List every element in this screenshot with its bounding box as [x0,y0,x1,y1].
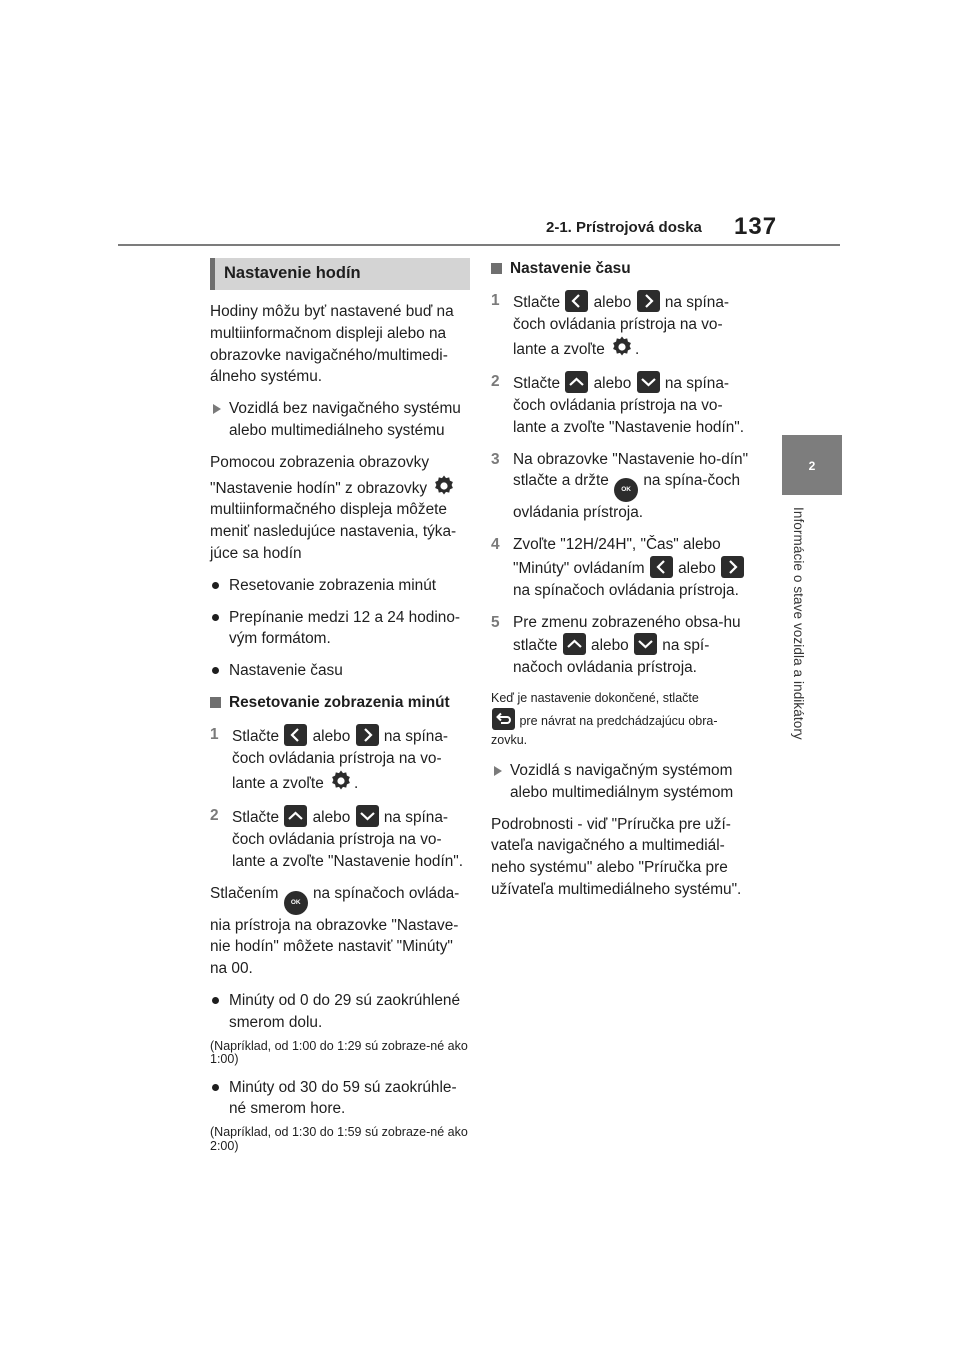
step-item: 2 Stlačte alebo na spína-čoch ovládania prístroja na vo-lante a zvoľte "Nastavenie hodín". [210,807,464,870]
chevron-down-icon [634,633,657,655]
step-item: 1 Stlačte alebo na spína-čoch ovládania prístroja na vo-lante a zvoľte . [491,291,730,359]
ok-button-icon: OK [284,891,308,915]
chevron-left-icon [650,556,673,578]
list-item: Prepínanie medzi 12 a 24 hodino-vým formátom. [210,607,470,651]
chevron-up-icon [565,371,588,393]
chevron-left-icon [284,724,307,746]
chevron-left-icon [565,290,588,312]
details-paragraph: Podrobnosti - viď "Príručka pre uží-vateľa navigačného a multimediál-neho systému" alebo "Príručka pre užívateľa multimediálneho systému". [491,815,742,898]
bullet-icon [212,582,219,589]
gear-icon [610,335,634,359]
square-marker-icon [210,697,221,708]
chapter-tab [782,435,842,495]
list-item: Nastavenie času [210,660,470,682]
bullet-icon [212,667,219,674]
completion-note: Keď je nastavenie dokončené, stlačte pre návrat na predchádzajúcu obra-zovku. [491,690,718,747]
triangle-marker-icon [213,404,221,414]
chevron-up-icon [284,805,307,827]
chevron-up-icon [563,633,586,655]
chevron-down-icon [637,371,660,393]
sub-heading-reset-minutes: Resetovanie zobrazenia minút [210,692,470,714]
left-column [210,258,470,1163]
triangle-marker-icon [494,766,502,776]
chapter-number: 2 [808,459,816,473]
page-number: 137 [734,213,778,240]
list-item: Minúty od 30 do 59 sú zaokrúhle-né smerom hore. [210,1077,470,1121]
settings-paragraph: Pomocou zobrazenia obrazovky "Nastavenie hodín" z obrazovky multiinformačného displeja môžete meniť nasledujúce nastavenia, týka-júce sa hodín [210,453,457,562]
sub-heading-set-time: Nastavenie času [491,258,753,280]
ok-reset-paragraph: Stlačením OK na spínačoch ovláda-nia prístroja na obrazovke "Nastave-nie hodín" môžete nastaviť "Minúty" na 00. [210,884,460,978]
list-item: Minúty od 0 do 29 sú zaokrúhlené smerom dolu. [210,990,470,1034]
chevron-right-icon [721,556,744,578]
vehicle-condition-item: Vozidlá s navigačným systémom alebo multimediálnym systémom [491,760,753,804]
square-marker-icon [491,263,502,274]
chevron-down-icon [356,805,379,827]
gear-icon [432,474,456,498]
step-item: 2 Stlačte alebo na spína-čoch ovládania prístroja na vo-lante a zvoľte "Nastavenie hodín". [491,373,745,436]
chevron-right-icon [637,290,660,312]
right-column [491,258,753,911]
example-note: (Napríklad, od 1:30 do 1:59 sú zobraze-né ako 2:00) [210,1125,468,1153]
ok-button-icon: OK [614,478,638,502]
list-item: Resetovanie zobrazenia minút [210,575,470,597]
step-item: 5 Pre zmenu zobrazeného obsa-hu stlačte alebo na spí-načoch ovládania prístroja. [491,613,741,677]
back-arrow-icon [492,708,515,730]
chevron-right-icon [356,724,379,746]
page-header [0,0,960,250]
bullet-icon [212,1084,219,1091]
step-item: 1 Stlačte alebo na spína-čoch ovládania prístroja na vo-lante a zvoľte . [210,725,449,793]
bullet-icon [212,997,219,1004]
header-divider [118,244,840,246]
vehicle-condition-item: Vozidlá bez navigačného systému alebo multimediálneho systému [210,398,470,442]
intro-paragraph: Hodiny môžu byť nastavené buď na multiinformačnom displeji alebo na obrazovke navigačného/multimedi-álneho systému. [210,303,454,386]
gear-icon [329,769,353,793]
example-note: (Napríklad, od 1:00 do 1:29 sú zobraze-né ako 1:00) [210,1038,468,1067]
section-heading: Nastavenie hodín [210,258,470,290]
step-item: 4 Zvoľte "12H/24H", "Čas" alebo "Minúty" ovládaním alebo na spínačoch ovládania prístroja. [491,534,753,601]
bullet-icon [212,614,219,621]
header-section-title: 2-1. Prístrojová doska [546,219,702,236]
chapter-title: Informácie o stave vozidla a indikátory [791,507,806,740]
step-item: 3 Na obrazovke "Nastavenie ho-dín" stlačte a držte OK na spína-čoch ovládania prístroja. [491,450,749,522]
